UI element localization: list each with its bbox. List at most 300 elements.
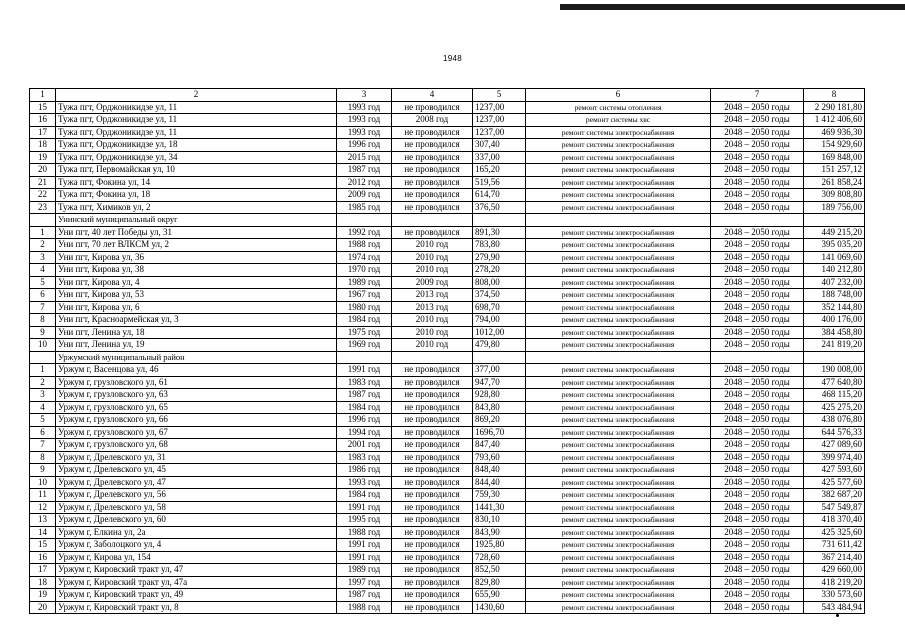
cost-cell: 330 573,60 (804, 589, 865, 602)
empty-cell (526, 214, 711, 227)
address-cell: Уржум г, Дрелевского ул, 56 (56, 489, 337, 502)
row-number-cell: 21 (30, 176, 56, 189)
address-cell: Уржум г, Дрелевского ул, 60 (56, 514, 337, 527)
address-cell: Уржум г, Васенцова ул, 46 (56, 364, 337, 377)
year-built-cell: 1983 год (337, 451, 392, 464)
table-row (30, 376, 865, 389)
table-row (30, 264, 865, 277)
year-built-cell: 1986 год (337, 464, 392, 477)
last-repair-cell: не проводился (392, 101, 473, 114)
period-cell: 2048 – 2050 годы (711, 376, 804, 389)
period-cell: 2048 – 2050 годы (711, 489, 804, 502)
last-repair-cell: не проводился (392, 514, 473, 527)
address-cell: Тужа пгт, Орджоникидзе ул, 11 (56, 126, 337, 139)
period-cell: 2048 – 2050 годы (711, 164, 804, 177)
empty-cell (526, 351, 711, 364)
area-cell: 794,00 (473, 314, 526, 327)
last-repair-cell: 2010 год (392, 264, 473, 277)
year-built-cell: 2012 год (337, 176, 392, 189)
area-cell: 728,60 (473, 551, 526, 564)
row-number-cell: 6 (30, 426, 56, 439)
period-cell: 2048 – 2050 годы (711, 289, 804, 302)
area-cell: 337,00 (473, 151, 526, 164)
table-header (30, 89, 865, 102)
year-built-cell: 1988 год (337, 239, 392, 252)
address-cell: Уржум г, Дрелевского ул, 45 (56, 464, 337, 477)
cost-cell: 400 176,00 (804, 314, 865, 327)
last-repair-cell: не проводился (392, 426, 473, 439)
cost-cell: 407 232,00 (804, 276, 865, 289)
period-cell: 2048 – 2050 годы (711, 426, 804, 439)
work-type-cell: ремонт системы электроснабжения (526, 476, 711, 489)
area-cell: 843,90 (473, 526, 526, 539)
table-row (30, 301, 865, 314)
row-number-cell: 20 (30, 164, 56, 177)
cost-cell: 189 756,00 (804, 201, 865, 214)
table-row (30, 114, 865, 127)
work-type-cell: ремонт системы электроснабжения (526, 501, 711, 514)
last-repair-cell: не проводился (392, 389, 473, 402)
last-repair-cell: 2010 год (392, 239, 473, 252)
empty-cell (392, 351, 473, 364)
cost-cell: 2 290 181,80 (804, 101, 865, 114)
address-cell: Тужа пгт, Орджоникидзе ул, 18 (56, 139, 337, 152)
empty-cell (392, 214, 473, 227)
period-cell: 2048 – 2050 годы (711, 314, 804, 327)
work-type-cell: ремонт системы электроснабжения (526, 189, 711, 202)
year-built-cell: 1984 год (337, 401, 392, 414)
area-cell: 307,40 (473, 139, 526, 152)
work-type-cell: ремонт системы электроснабжения (526, 201, 711, 214)
section-row (30, 351, 865, 364)
address-cell: Тужа пгт, Первомайская ул, 10 (56, 164, 337, 177)
work-type-cell: ремонт системы электроснабжения (526, 139, 711, 152)
area-cell: 759,30 (473, 489, 526, 502)
area-cell: 783,80 (473, 239, 526, 252)
cost-cell: 543 484,94 (804, 601, 865, 614)
table-row (30, 501, 865, 514)
year-built-cell: 2009 год (337, 189, 392, 202)
work-type-cell: ремонт системы электроснабжения (526, 564, 711, 577)
area-cell: 377,00 (473, 364, 526, 377)
row-number-cell: 20 (30, 601, 56, 614)
table-row (30, 226, 865, 239)
row-number-cell: 19 (30, 589, 56, 602)
year-built-cell: 1988 год (337, 526, 392, 539)
period-cell: 2048 – 2050 годы (711, 401, 804, 414)
table-row (30, 126, 865, 139)
year-built-cell: 1987 год (337, 389, 392, 402)
row-number-cell: 16 (30, 114, 56, 127)
area-cell: 891,30 (473, 226, 526, 239)
empty-cell (711, 351, 804, 364)
last-repair-cell: 2010 год (392, 314, 473, 327)
row-number-cell: 3 (30, 251, 56, 264)
work-type-cell: ремонт системы электроснабжения (526, 126, 711, 139)
address-cell: Уни пгт, Красноармейская ул, 3 (56, 314, 337, 327)
table-row (30, 101, 865, 114)
area-cell: 1237,00 (473, 114, 526, 127)
area-cell: 808,00 (473, 276, 526, 289)
work-type-cell: ремонт системы электроснабжения (526, 539, 711, 552)
table-row (30, 314, 865, 327)
cost-cell: 449 215,20 (804, 226, 865, 239)
last-repair-cell: не проводился (392, 589, 473, 602)
area-cell: 165,20 (473, 164, 526, 177)
work-type-cell: ремонт системы электроснабжения (526, 239, 711, 252)
header-col-3: 3 (337, 89, 392, 102)
table-row (30, 576, 865, 589)
last-repair-cell: не проводился (392, 476, 473, 489)
area-cell: 1925,80 (473, 539, 526, 552)
address-cell: Уржум г, Кировский тракт ул, 47 (56, 564, 337, 577)
table-row (30, 201, 865, 214)
address-cell: Тужа пгт, Орджоникидзе ул, 11 (56, 101, 337, 114)
work-type-cell: ремонт системы электроснабжения (526, 176, 711, 189)
row-number-cell: 9 (30, 464, 56, 477)
row-number-cell: 5 (30, 414, 56, 427)
row-number-cell: 3 (30, 389, 56, 402)
row-number-cell: 15 (30, 539, 56, 552)
address-cell: Уни пгт, Кирова ул, 6 (56, 301, 337, 314)
address-cell: Тужа пгт, Орджоникидзе ул, 11 (56, 114, 337, 127)
address-cell: Тужа пгт, Фокина ул, 14 (56, 176, 337, 189)
cost-cell: 154 929,60 (804, 139, 865, 152)
year-built-cell: 1980 год (337, 301, 392, 314)
table-row (30, 601, 865, 614)
work-type-cell: ремонт системы электроснабжения (526, 526, 711, 539)
work-type-cell: ремонт системы электроснабжения (526, 514, 711, 527)
row-number-cell: 2 (30, 376, 56, 389)
row-number-cell: 4 (30, 401, 56, 414)
cost-cell: 418 219,20 (804, 576, 865, 589)
table-row (30, 414, 865, 427)
cost-cell: 151 257,12 (804, 164, 865, 177)
last-repair-cell: 2009 год (392, 276, 473, 289)
last-repair-cell: не проводился (392, 364, 473, 377)
year-built-cell: 1992 год (337, 226, 392, 239)
period-cell: 2048 – 2050 годы (711, 264, 804, 277)
area-cell: 793,60 (473, 451, 526, 464)
period-cell: 2048 – 2050 годы (711, 526, 804, 539)
address-cell: Тужа пгт, Орджоникидзе ул, 34 (56, 151, 337, 164)
last-repair-cell: 2008 год (392, 114, 473, 127)
area-cell: 1237,00 (473, 101, 526, 114)
table-row (30, 439, 865, 452)
register-table (29, 88, 865, 614)
table-row (30, 151, 865, 164)
table-row (30, 364, 865, 377)
section-title: Унинский муниципальный округ (56, 214, 337, 227)
work-type-cell: ремонт системы электроснабжения (526, 376, 711, 389)
address-cell: Уни пгт, 40 лет Победы ул, 31 (56, 226, 337, 239)
cost-cell: 384 458,80 (804, 326, 865, 339)
cost-cell: 418 370,40 (804, 514, 865, 527)
year-built-cell: 1987 год (337, 589, 392, 602)
table-row (30, 564, 865, 577)
table-row (30, 276, 865, 289)
last-repair-cell: не проводился (392, 526, 473, 539)
work-type-cell: ремонт системы электроснабжения (526, 314, 711, 327)
last-repair-cell: не проводился (392, 189, 473, 202)
cost-cell: 429 660,00 (804, 564, 865, 577)
last-repair-cell: не проводился (392, 464, 473, 477)
area-cell: 698,70 (473, 301, 526, 314)
row-number-cell: 19 (30, 151, 56, 164)
cost-cell: 188 748,00 (804, 289, 865, 302)
table-row (30, 139, 865, 152)
cost-cell: 352 144,80 (804, 301, 865, 314)
area-cell: 928,80 (473, 389, 526, 402)
cost-cell: 469 936,30 (804, 126, 865, 139)
address-cell: Уни пгт, Кирова ул, 53 (56, 289, 337, 302)
row-number-cell: 23 (30, 201, 56, 214)
area-cell: 844,40 (473, 476, 526, 489)
header-col-2: 2 (56, 89, 337, 102)
last-repair-cell: не проводился (392, 551, 473, 564)
year-built-cell: 1991 год (337, 551, 392, 564)
row-number-cell: 1 (30, 364, 56, 377)
cost-cell: 425 275,20 (804, 401, 865, 414)
work-type-cell: ремонт системы электроснабжения (526, 151, 711, 164)
address-cell: Уни пгт, Ленина ул, 18 (56, 326, 337, 339)
address-cell: Уржум г, Кировский тракт ул, 8 (56, 601, 337, 614)
empty-cell (711, 214, 804, 227)
table-row (30, 401, 865, 414)
cost-cell: 309 808,80 (804, 189, 865, 202)
table-row (30, 251, 865, 264)
area-cell: 655,90 (473, 589, 526, 602)
row-number-cell: 8 (30, 451, 56, 464)
row-number-cell: 22 (30, 189, 56, 202)
area-cell: 278,20 (473, 264, 526, 277)
cost-cell: 169 848,00 (804, 151, 865, 164)
last-repair-cell: не проводился (392, 164, 473, 177)
address-cell: Уржум г, Елкина ул, 2а (56, 526, 337, 539)
area-cell: 1696,70 (473, 426, 526, 439)
row-number-cell: 17 (30, 126, 56, 139)
period-cell: 2048 – 2050 годы (711, 576, 804, 589)
last-repair-cell: 2010 год (392, 251, 473, 264)
last-repair-cell: не проводился (392, 564, 473, 577)
year-built-cell: 1988 год (337, 601, 392, 614)
work-type-cell: ремонт системы электроснабжения (526, 301, 711, 314)
row-number-cell: 2 (30, 239, 56, 252)
scan-dot (836, 614, 839, 617)
address-cell: Уржум г, грузловского ул, 63 (56, 389, 337, 402)
row-number-cell: 13 (30, 514, 56, 527)
empty-cell (473, 351, 526, 364)
table-row (30, 176, 865, 189)
cost-cell: 438 076,80 (804, 414, 865, 427)
last-repair-cell: не проводился (392, 176, 473, 189)
cost-cell: 1 412 406,60 (804, 114, 865, 127)
work-type-cell: ремонт системы электроснабжения (526, 264, 711, 277)
area-cell: 829,80 (473, 576, 526, 589)
cost-cell: 395 035,20 (804, 239, 865, 252)
work-type-cell: ремонт системы электроснабжения (526, 276, 711, 289)
row-number-cell: 8 (30, 314, 56, 327)
last-repair-cell: не проводился (392, 401, 473, 414)
period-cell: 2048 – 2050 годы (711, 439, 804, 452)
address-cell: Уни пгт, Кирова ул, 36 (56, 251, 337, 264)
cost-cell: 367 214,40 (804, 551, 865, 564)
period-cell: 2048 – 2050 годы (711, 364, 804, 377)
last-repair-cell: 2010 год (392, 326, 473, 339)
year-built-cell: 1993 год (337, 114, 392, 127)
area-cell: 830,10 (473, 514, 526, 527)
cost-cell: 141 069,60 (804, 251, 865, 264)
period-cell: 2048 – 2050 годы (711, 276, 804, 289)
row-number-cell: 14 (30, 526, 56, 539)
area-cell: 279,90 (473, 251, 526, 264)
area-cell: 1237,00 (473, 126, 526, 139)
table-row (30, 426, 865, 439)
table-row (30, 476, 865, 489)
work-type-cell: ремонт системы электроснабжения (526, 601, 711, 614)
table-body (30, 101, 865, 614)
empty-cell (337, 351, 392, 364)
period-cell: 2048 – 2050 годы (711, 226, 804, 239)
last-repair-cell: не проводился (392, 576, 473, 589)
area-cell: 519,56 (473, 176, 526, 189)
period-cell: 2048 – 2050 годы (711, 139, 804, 152)
header-col-1: 1 (30, 89, 56, 102)
work-type-cell: ремонт системы отопления (526, 101, 711, 114)
table-row (30, 539, 865, 552)
row-number-cell: 18 (30, 139, 56, 152)
work-type-cell: ремонт системы электроснабжения (526, 339, 711, 352)
period-cell: 2048 – 2050 годы (711, 326, 804, 339)
table-row (30, 239, 865, 252)
year-built-cell: 1995 год (337, 514, 392, 527)
period-cell: 2048 – 2050 годы (711, 151, 804, 164)
last-repair-cell: не проводился (392, 501, 473, 514)
address-cell: Уржум г, Кировский тракт ул, 49 (56, 589, 337, 602)
address-cell: Тужа пгт, Фокина ул, 18 (56, 189, 337, 202)
period-cell: 2048 – 2050 годы (711, 414, 804, 427)
empty-cell (804, 214, 865, 227)
period-cell: 2048 – 2050 годы (711, 589, 804, 602)
year-built-cell: 1985 год (337, 201, 392, 214)
work-type-cell: ремонт системы электроснабжения (526, 489, 711, 502)
year-built-cell: 1984 год (337, 489, 392, 502)
year-built-cell: 1993 год (337, 126, 392, 139)
last-repair-cell: не проводился (392, 201, 473, 214)
last-repair-cell: не проводился (392, 226, 473, 239)
period-cell: 2048 – 2050 годы (711, 126, 804, 139)
table-row (30, 389, 865, 402)
row-number-cell: 17 (30, 564, 56, 577)
header-col-6: 6 (526, 89, 711, 102)
table-row (30, 339, 865, 352)
work-type-cell: ремонт системы электроснабжения (526, 451, 711, 464)
address-cell: Уни пгт, 70 лет ВЛКСМ ул, 2 (56, 239, 337, 252)
row-number-cell: 16 (30, 551, 56, 564)
row-number-cell: 7 (30, 301, 56, 314)
period-cell: 2048 – 2050 годы (711, 239, 804, 252)
period-cell: 2048 – 2050 годы (711, 101, 804, 114)
empty-cell (337, 214, 392, 227)
row-number-cell: 10 (30, 339, 56, 352)
area-cell: 376,50 (473, 201, 526, 214)
table-row (30, 289, 865, 302)
cost-cell: 477 640,80 (804, 376, 865, 389)
address-cell: Уржум г, Кировский тракт ул, 47а (56, 576, 337, 589)
address-cell: Уржум г, грузловского ул, 65 (56, 401, 337, 414)
address-cell: Уни пгт, Кирова ул, 4 (56, 276, 337, 289)
area-cell: 614,70 (473, 189, 526, 202)
year-built-cell: 1991 год (337, 501, 392, 514)
period-cell: 2048 – 2050 годы (711, 476, 804, 489)
address-cell: Уржум г, Дрелевского ул, 47 (56, 476, 337, 489)
work-type-cell: ремонт системы электроснабжения (526, 326, 711, 339)
section-title: Уржумский муниципальный район (56, 351, 337, 364)
area-cell: 848,40 (473, 464, 526, 477)
year-built-cell: 1969 год (337, 339, 392, 352)
work-type-cell: ремонт системы электроснабжения (526, 289, 711, 302)
row-number-cell: 4 (30, 264, 56, 277)
year-built-cell: 1993 год (337, 476, 392, 489)
year-built-cell: 1987 год (337, 164, 392, 177)
work-type-cell: ремонт системы электроснабжения (526, 414, 711, 427)
period-cell: 2048 – 2050 годы (711, 114, 804, 127)
work-type-cell: ремонт системы электроснабжения (526, 401, 711, 414)
year-built-cell: 2015 год (337, 151, 392, 164)
row-number-cell: 10 (30, 476, 56, 489)
cost-cell: 241 819,20 (804, 339, 865, 352)
address-cell: Уржум г, Дрелевского ул, 58 (56, 501, 337, 514)
table-row (30, 451, 865, 464)
work-type-cell: ремонт системы электроснабжения (526, 551, 711, 564)
period-cell: 2048 – 2050 годы (711, 514, 804, 527)
cost-cell: 468 115,20 (804, 389, 865, 402)
page-number: 1948 (443, 54, 462, 63)
row-number-cell: 12 (30, 501, 56, 514)
empty-cell (30, 351, 56, 364)
area-cell: 947,70 (473, 376, 526, 389)
table-row (30, 189, 865, 202)
row-number-cell: 11 (30, 489, 56, 502)
period-cell: 2048 – 2050 годы (711, 176, 804, 189)
period-cell: 2048 – 2050 годы (711, 464, 804, 477)
period-cell: 2048 – 2050 годы (711, 551, 804, 564)
work-type-cell: ремонт системы электроснабжения (526, 439, 711, 452)
address-cell: Уржум г, Заболоцкого ул, 4 (56, 539, 337, 552)
row-number-cell: 5 (30, 276, 56, 289)
last-repair-cell: не проводился (392, 151, 473, 164)
row-number-cell: 1 (30, 226, 56, 239)
year-built-cell: 1984 год (337, 314, 392, 327)
top-edge-bar (560, 4, 905, 10)
table-row (30, 551, 865, 564)
last-repair-cell: не проводился (392, 376, 473, 389)
area-cell: 847,40 (473, 439, 526, 452)
period-cell: 2048 – 2050 годы (711, 251, 804, 264)
cost-cell: 427 593,60 (804, 464, 865, 477)
area-cell: 1012,00 (473, 326, 526, 339)
table-row (30, 326, 865, 339)
cost-cell: 399 974,40 (804, 451, 865, 464)
cost-cell: 261 858,24 (804, 176, 865, 189)
table-row (30, 526, 865, 539)
address-cell: Уржум г, грузловского ул, 67 (56, 426, 337, 439)
address-cell: Уржум г, Кирова ул, 154 (56, 551, 337, 564)
period-cell: 2048 – 2050 годы (711, 389, 804, 402)
last-repair-cell: не проводился (392, 539, 473, 552)
last-repair-cell: 2013 год (392, 289, 473, 302)
work-type-cell: ремонт системы хвс (526, 114, 711, 127)
